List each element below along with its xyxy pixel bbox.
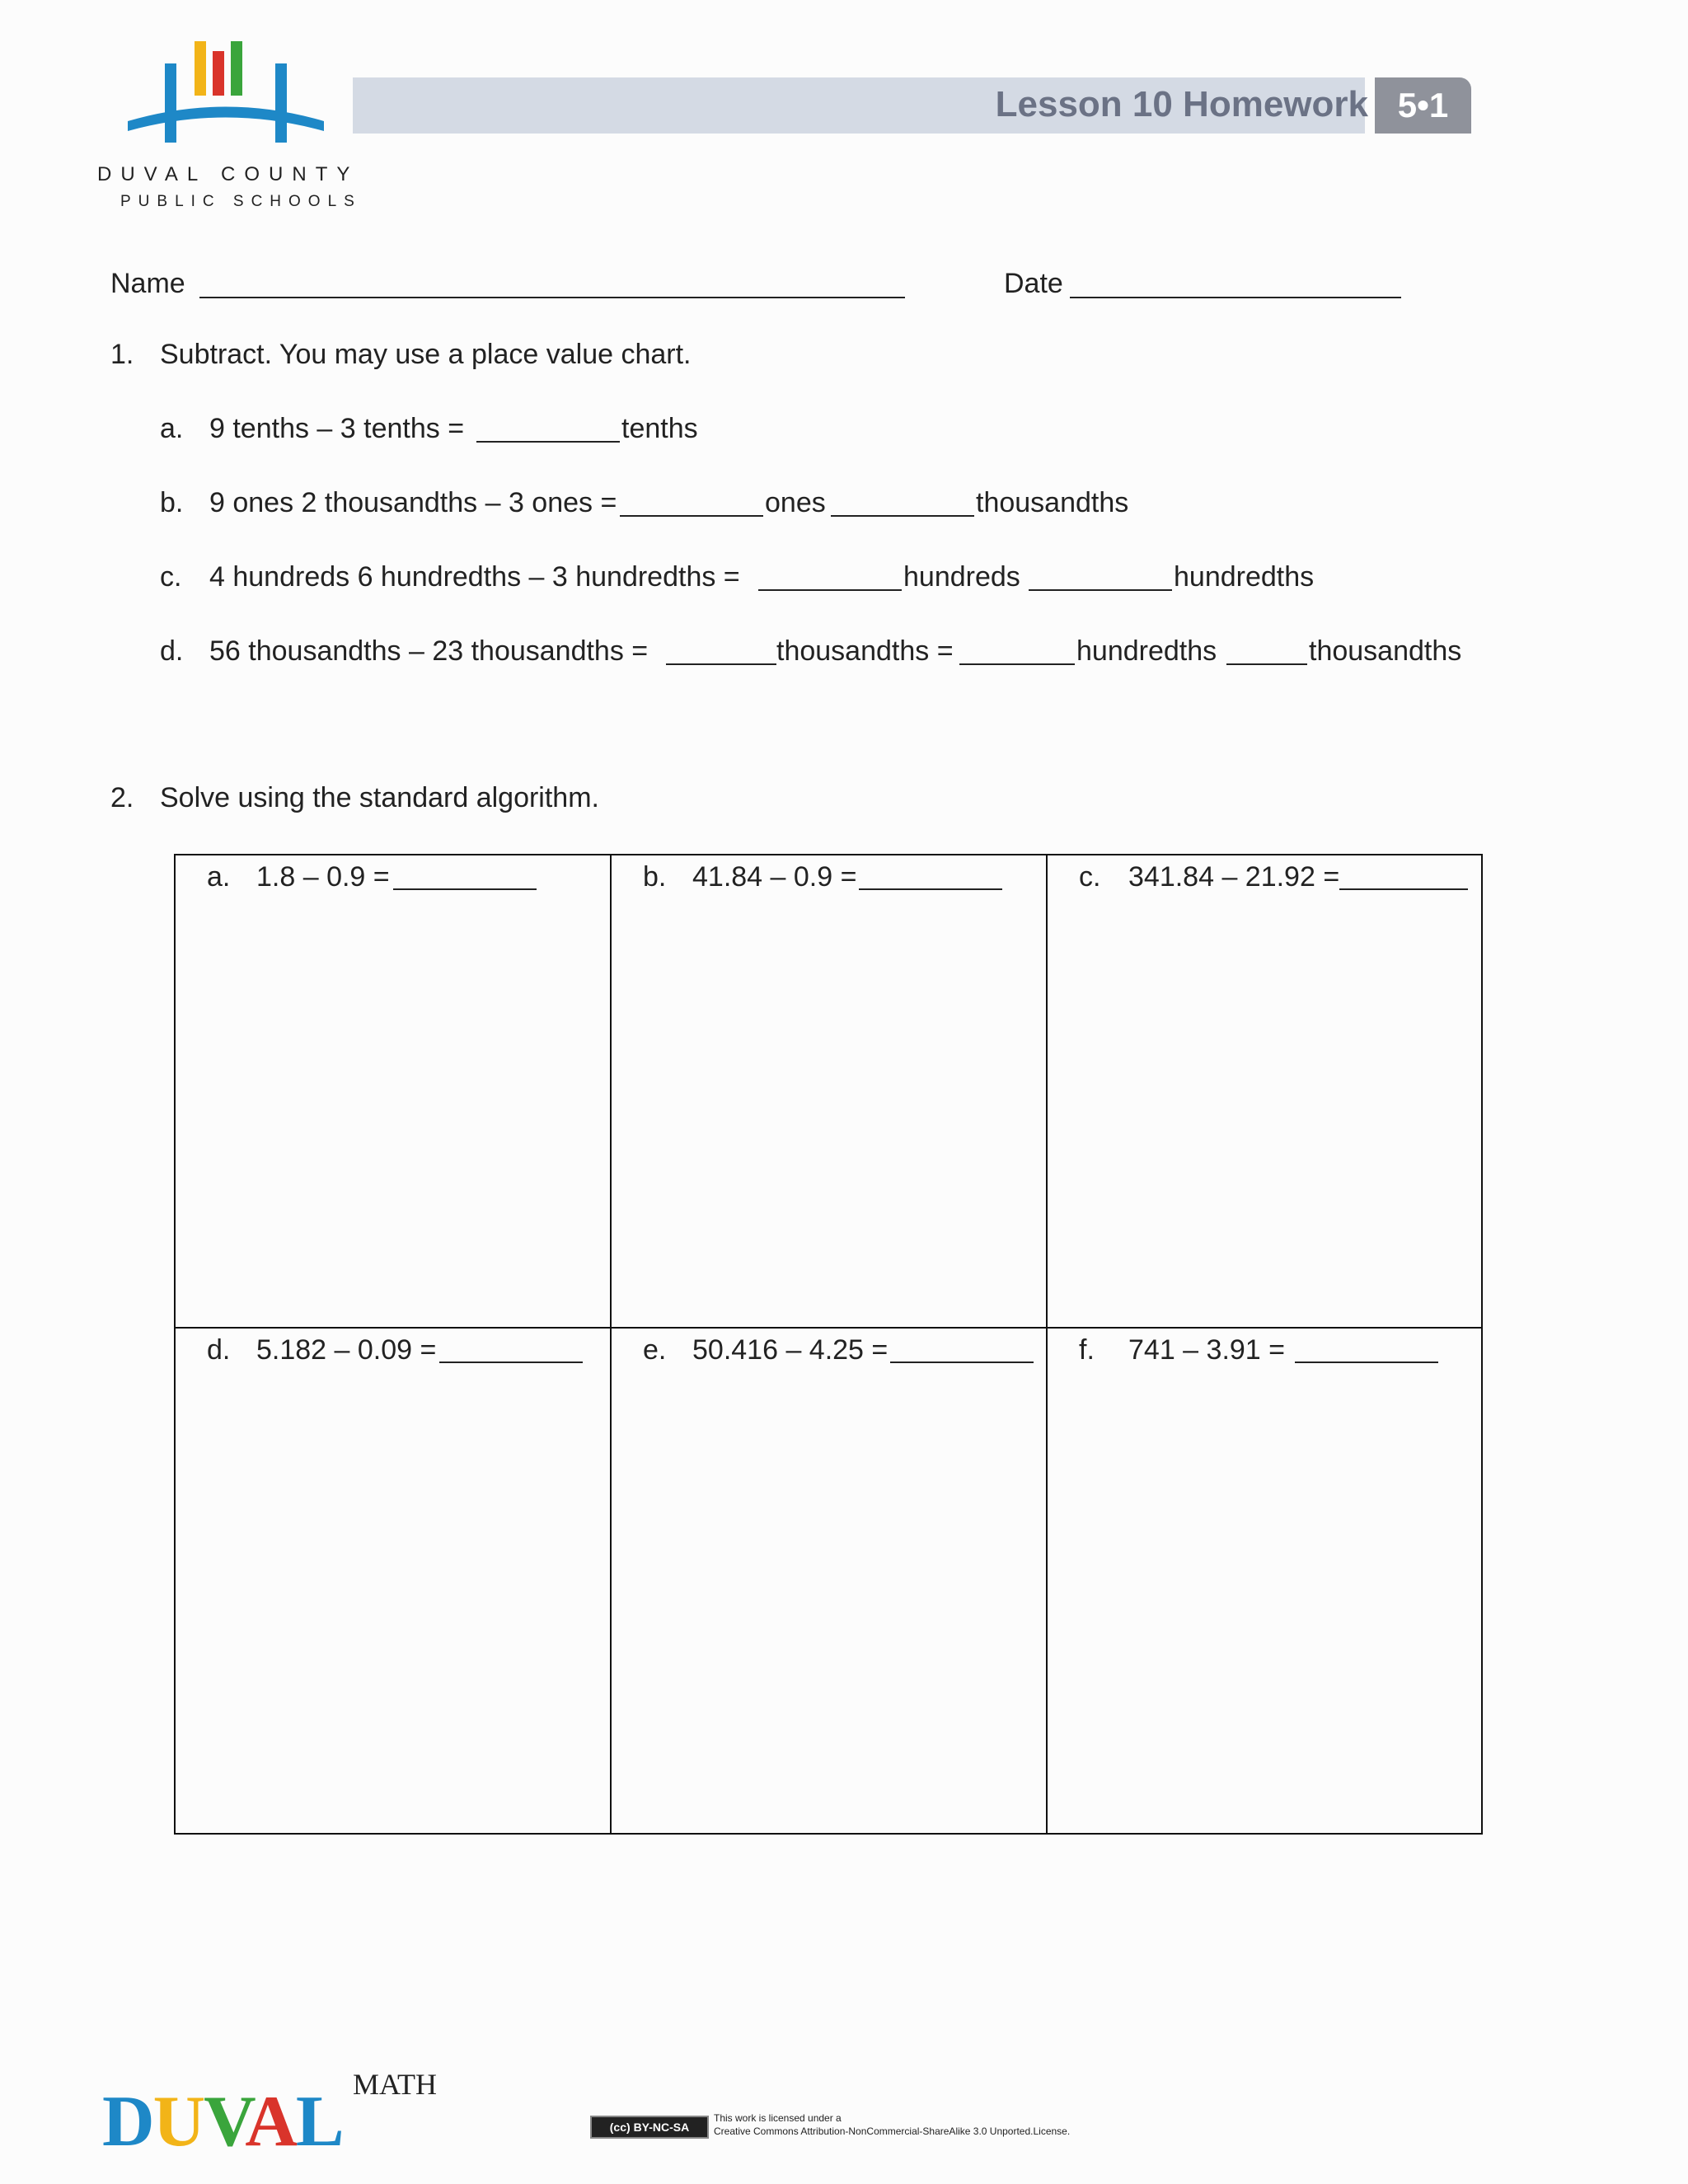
district-logo bbox=[124, 35, 330, 150]
q2d-answer-blank[interactable] bbox=[439, 1361, 583, 1363]
q1b-expression: 9 ones 2 thousandths – 3 ones = bbox=[209, 487, 617, 518]
q1b-thousandths-blank[interactable] bbox=[831, 515, 974, 517]
q1c-unit-hundreds: hundreds bbox=[903, 561, 1020, 593]
q1-number: 1. bbox=[110, 339, 134, 370]
q1d-thousandths-blank-2[interactable] bbox=[1226, 663, 1307, 665]
q1b-ones-blank[interactable] bbox=[620, 515, 763, 517]
q1c-expression: 4 hundreds 6 hundredths – 3 hundredths = bbox=[209, 561, 740, 593]
q2d-expression: 5.182 – 0.09 = bbox=[256, 1334, 437, 1366]
q2f-work-cell[interactable] bbox=[1046, 1327, 1483, 1835]
duval-letter: D bbox=[102, 2082, 153, 2162]
q1a-letter: a. bbox=[160, 413, 184, 444]
q2f-answer-blank[interactable] bbox=[1295, 1361, 1438, 1363]
duval-math-logo bbox=[102, 2082, 343, 2162]
q1d-thousandths-blank-1[interactable] bbox=[666, 663, 776, 665]
q2b-letter: b. bbox=[643, 861, 667, 893]
q2c-letter: c. bbox=[1079, 861, 1101, 893]
q2a-letter: a. bbox=[207, 861, 231, 893]
q2f-expression: 741 – 3.91 = bbox=[1128, 1334, 1286, 1366]
q2-number: 2. bbox=[110, 782, 134, 813]
q1c-unit-hundredths: hundredths bbox=[1174, 561, 1315, 593]
q2e-answer-blank[interactable] bbox=[890, 1361, 1034, 1363]
q2-prompt: Solve using the standard algorithm. bbox=[160, 782, 599, 813]
duval-letter: U bbox=[152, 2082, 204, 2162]
q1b-unit-thousandths: thousandths bbox=[976, 487, 1129, 518]
q1a-unit-tenths: tenths bbox=[621, 413, 698, 444]
duval-letter: A bbox=[245, 2082, 296, 2162]
q1d-unit-hundredths: hundredths bbox=[1076, 635, 1217, 667]
q1b-unit-ones: ones bbox=[765, 487, 826, 518]
lesson-title: Lesson 10 Homework bbox=[995, 84, 1368, 124]
q2f-letter: f. bbox=[1079, 1334, 1095, 1366]
q2b-expression: 41.84 – 0.9 = bbox=[692, 861, 857, 893]
q1d-expression: 56 thousandths – 23 thousandths = bbox=[209, 635, 649, 667]
name-field[interactable] bbox=[199, 297, 905, 298]
q2d-work-cell[interactable] bbox=[174, 1327, 612, 1835]
q2d-letter: d. bbox=[207, 1334, 231, 1366]
cc-badge-label: BY-NC-SA bbox=[633, 2121, 690, 2134]
q2a-expression: 1.8 – 0.9 = bbox=[256, 861, 390, 893]
q2b-work-cell[interactable] bbox=[610, 854, 1048, 1329]
q2c-expression: 341.84 – 21.92 = bbox=[1128, 861, 1340, 893]
q2a-answer-blank[interactable] bbox=[393, 888, 537, 890]
duval-letter: L bbox=[295, 2082, 343, 2162]
date-field[interactable] bbox=[1070, 297, 1401, 298]
math-label: MATH bbox=[353, 2068, 438, 2101]
q2a-work-cell[interactable] bbox=[174, 854, 612, 1329]
q2-work-grid bbox=[174, 854, 1483, 1835]
q2c-work-cell[interactable] bbox=[1046, 854, 1483, 1329]
date-label: Date bbox=[1004, 268, 1063, 299]
q1a-answer-blank[interactable] bbox=[476, 441, 620, 443]
q1b-letter: b. bbox=[160, 487, 184, 518]
q2e-work-cell[interactable] bbox=[610, 1327, 1048, 1835]
q2e-letter: e. bbox=[643, 1334, 667, 1366]
q1d-unit-thousandths-eq: thousandths = bbox=[776, 635, 954, 667]
q1d-unit-thousandths: thousandths bbox=[1309, 635, 1462, 667]
license-line2: Creative Commons Attribution-NonCommercial-ShareAlike 3.0 Unported.License. bbox=[714, 2125, 1071, 2137]
license-line1: This work is licensed under a bbox=[714, 2112, 842, 2124]
logo-text-line2: PUBLIC SCHOOLS bbox=[120, 193, 362, 210]
logo-text-line1: DUVAL COUNTY bbox=[97, 163, 359, 185]
name-label: Name bbox=[110, 268, 185, 299]
q1a-expression: 9 tenths – 3 tenths = bbox=[209, 413, 465, 444]
duval-letter: V bbox=[204, 2082, 246, 2162]
grade-module-badge: 5•1 bbox=[1375, 77, 1471, 134]
q2b-answer-blank[interactable] bbox=[859, 888, 1002, 890]
q1d-letter: d. bbox=[160, 635, 184, 667]
q1-prompt: Subtract. You may use a place value chart. bbox=[160, 339, 692, 370]
q1d-hundredths-blank[interactable] bbox=[959, 663, 1075, 665]
cc-icon: (cc) bbox=[609, 2121, 631, 2134]
q1c-hundredths-blank[interactable] bbox=[1029, 589, 1172, 591]
bridge-logo-icon bbox=[124, 35, 330, 150]
cc-license-badge bbox=[590, 2116, 709, 2139]
license-text bbox=[714, 2111, 1070, 2138]
q2e-expression: 50.416 – 4.25 = bbox=[692, 1334, 889, 1366]
q1c-letter: c. bbox=[160, 561, 182, 593]
q1c-hundreds-blank[interactable] bbox=[758, 589, 902, 591]
q2c-answer-blank[interactable] bbox=[1339, 888, 1468, 890]
